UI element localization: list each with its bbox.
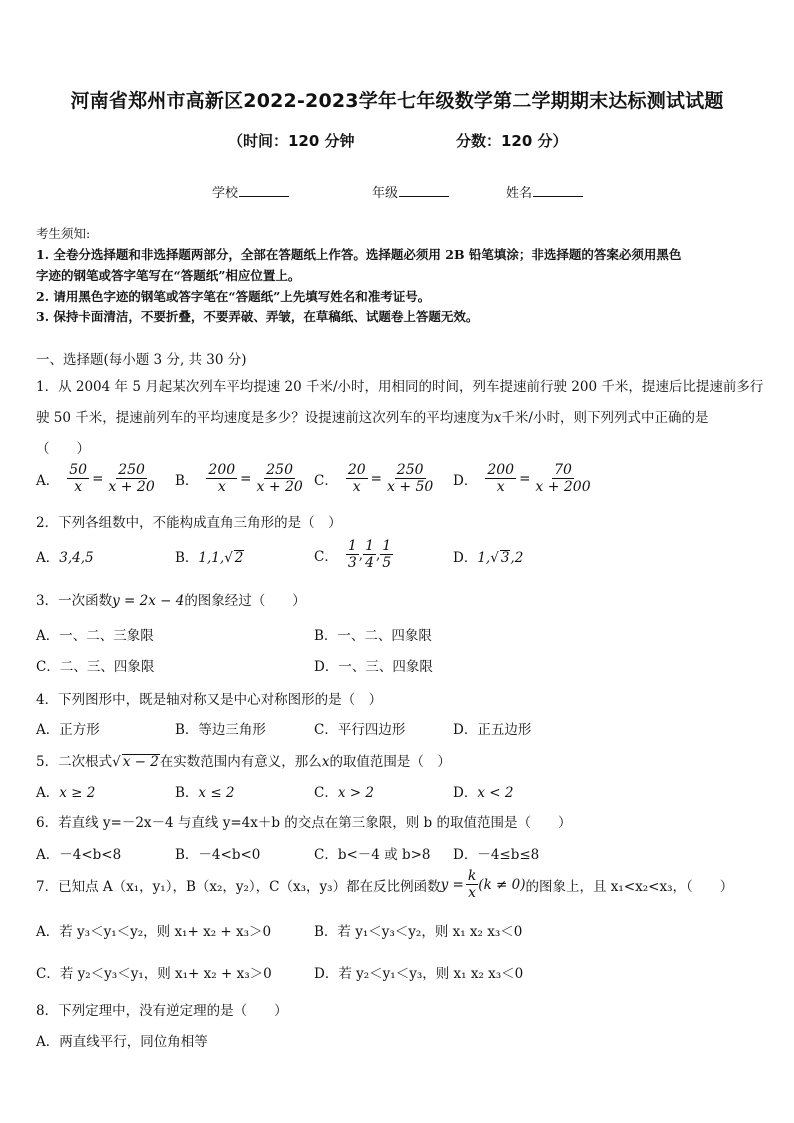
q5-option-d[interactable]: D．x < 2 [453, 785, 514, 801]
notice-item-1a: 1. 全卷分选择题和非选择题两部分，全部在答题纸上作答。选择题必须用 2B 铅笔填涂；非选择题的答案必须用黑色 [36, 247, 682, 262]
q2-option-a[interactable]: A．3,4,5 [36, 550, 94, 566]
q3-option-c[interactable]: C．二、三、四象限 [36, 659, 155, 675]
q3-formula: y = 2x − 4 [112, 593, 185, 609]
school-blank[interactable] [239, 184, 289, 197]
q1-line2b: 千米/小时，则下列列式中正确的是 [501, 410, 709, 426]
q4-option-b[interactable]: B．等边三角形 [175, 722, 266, 738]
q1-c-frac2: $\frac{250}{x + 50}$ [386, 462, 434, 495]
q2-option-b[interactable]: B．1,1,√ 2 [175, 550, 244, 566]
q6-option-d[interactable]: D．－4≤b≤8 [453, 847, 540, 863]
school-label: 学校 [212, 186, 239, 201]
q2-stem: 2．下列各组数中，不能构成直角三角形的是（ ） [36, 515, 342, 531]
q7-stem: 7．已知点 A（x₁，y₁），B（x₂，y₂），C（x₃，y₃）都在反比例函数 y = $\frac{k}{x}$ (k ≠ 0) 的图象上，且 x₁<x₂<x₃，（ ） [36, 868, 734, 901]
q5-option-c[interactable]: C．x > 2 [314, 785, 374, 801]
q1-line1: 1．从 2004 年 5 月起某次列车平均提速 20 千米/小时，用相同的时间，列车提速前行驶 200 千米，提速后比提速前多行 [36, 379, 764, 395]
q5-option-a[interactable]: A．x ≥ 2 [36, 785, 96, 801]
q4-stem: 4．下列图形中，既是轴对称又是中心对称图形的是（ ） [36, 692, 383, 708]
q7-option-d[interactable]: D．若 y₂＜y₁＜y₃，则 x₁ x₂ x₃＜0 [314, 966, 524, 982]
section-heading: 一、选择题(每小题 3 分, 共 30 分) [36, 352, 247, 368]
q2-option-c[interactable]: C． $\frac{1}{3}$ , $\frac{1}{4}$ , $\frac{1}{5}$ [314, 538, 392, 571]
q1-d-frac2: $\frac{70}{x + 200}$ [535, 462, 591, 495]
q6-option-a[interactable]: A．－4<b<8 [36, 847, 122, 863]
q2-option-d[interactable]: D．1,√ 3,2 [453, 550, 524, 566]
q3-option-a[interactable]: A．一、二、三象限 [36, 628, 154, 644]
q5-root: x − 2 [122, 754, 159, 770]
notice-item-1b: 字迹的钢笔或答字笔写在“答题纸”相应位置上。 [36, 268, 301, 283]
score-label: 分数：120 分） [456, 132, 568, 150]
q1-line2 [36, 406, 708, 426]
q7-option-a[interactable]: A．若 y₃＜y₁＜y₂，则 x₁+ x₂ + x₃＞0 [36, 924, 272, 940]
q1-line2a: 驶 50 千米，提速前列车的平均速度是多少？设提速前这次列车的平均速度为 [36, 410, 494, 426]
school-field [212, 182, 289, 201]
grade-label: 年级 [372, 186, 399, 201]
q6-stem: 6．若直线 y=－2x－4 与直线 y=4x＋b 的交点在第三象限，则 b 的取值范围是（ ） [36, 815, 572, 831]
q5-stem: 5．二次根式√ x − 2在实数范围内有意义，那么x的取值范围是（ ） [36, 754, 451, 770]
q8-stem: 8．下列定理中，没有逆定理的是（ ） [36, 1003, 288, 1019]
q1-b-frac1: $\frac{200}{x}$ [208, 462, 236, 495]
q4-option-a[interactable]: A．正方形 [36, 722, 100, 738]
q1-option-a[interactable]: A． $\frac{50}{x}$ = $\frac{250}{x + 20}$ [36, 462, 155, 495]
q1-a-label: A． [36, 472, 60, 489]
q8-option-a[interactable]: A．两直线平行，同位角相等 [36, 1034, 208, 1050]
q1-d-label: D． [453, 472, 478, 489]
q5-option-b[interactable]: B．x ≤ 2 [175, 785, 235, 801]
name-blank[interactable] [533, 184, 583, 197]
q1-d-frac1: $\frac{200}{x}$ [487, 462, 515, 495]
q7-option-c[interactable]: C．若 y₂＜y₃＜y₁，则 x₁+ x₂ + x₃＞0 [36, 966, 272, 982]
q7-option-b[interactable]: B．若 y₁＜y₃＜y₂，则 x₁ x₂ x₃＜0 [314, 924, 523, 940]
q1-var: x [493, 410, 502, 426]
q3-option-d[interactable]: D．一、三、四象限 [314, 659, 433, 675]
notice-item-3: 3. 保持卡面清洁，不要折叠，不要弄破、弄皱，在草稿纸、试题卷上答题无效。 [36, 309, 479, 324]
q1-option-c[interactable]: C． $\frac{20}{x}$ = $\frac{250}{x + 50}$ [314, 462, 434, 495]
q1-option-b[interactable]: B． $\frac{200}{x}$ = $\frac{250}{x + 20}$ [175, 462, 303, 495]
q1-a-frac1: $\frac{50}{x}$ [69, 462, 88, 495]
q1-c-frac1: $\frac{20}{x}$ [347, 462, 366, 495]
grade-blank[interactable] [399, 184, 449, 197]
q1-a-frac2: $\frac{250}{x + 20}$ [108, 462, 155, 495]
name-label: 姓名 [506, 186, 533, 201]
q6-option-c[interactable]: C．b<－4 或 b>8 [314, 847, 431, 863]
q1-line3: （ ） [36, 441, 90, 457]
name-field [506, 182, 583, 201]
q4-option-d[interactable]: D．正五边形 [453, 722, 532, 738]
q3-option-b[interactable]: B．一、二、四象限 [314, 628, 432, 644]
time-label: （时间：120 分钟 [228, 132, 355, 150]
q1-b-frac2: $\frac{250}{x + 20}$ [256, 462, 303, 495]
grade-field [372, 182, 449, 201]
q4-option-c[interactable]: C．平行四边形 [314, 722, 406, 738]
q6-option-b[interactable]: B．－4<b<0 [175, 847, 261, 863]
q1-c-label: C． [314, 472, 338, 489]
q1-b-label: B． [175, 472, 199, 489]
notice-item-2: 2. 请用黑色字迹的钢笔或答字笔在“答题纸”上先填写姓名和准考证号。 [36, 289, 431, 304]
q3-stem: 3．一次函数y = 2x − 4的图象经过（ ） [36, 593, 306, 609]
page-title: 河南省郑州市高新区2022-2023学年七年级数学第二学期期末达标测试试题 [70, 90, 724, 112]
q1-option-d[interactable]: D． $\frac{200}{x}$ = $\frac{70}{x + 200}$ [453, 462, 591, 495]
notice-heading: 考生须知: [36, 226, 91, 241]
